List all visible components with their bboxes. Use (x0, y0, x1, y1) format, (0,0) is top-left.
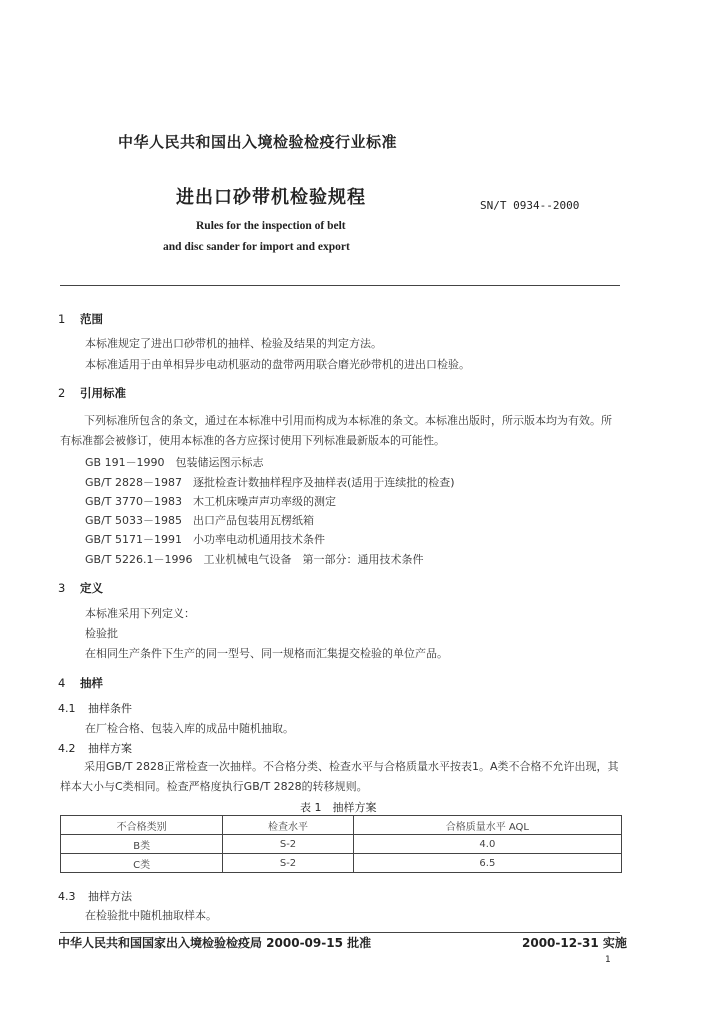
subsection-4-3-heading (58, 888, 132, 904)
subsection-number: 4.3 (58, 890, 76, 903)
section-1-para-1: 本标准规定了进出口砂带机的抽样、检验及结果的判定方法。 (85, 337, 382, 350)
table-cell: 4.0 (353, 835, 621, 854)
reference-item: GB 191－1990 包装储运图示标志 (85, 456, 264, 469)
table-cell: B类 (61, 835, 223, 854)
english-title-line1: Rules for the inspection of belt (196, 220, 346, 232)
approval-statement: 中华人民共和国国家出入境检验检疫局 2000-09-15 批准 (58, 936, 372, 950)
section-number: 4 (58, 676, 66, 690)
subsection-4-2-heading (58, 740, 132, 756)
section-3-heading (58, 580, 103, 596)
page-number: 1 (605, 955, 611, 965)
reference-item: GB/T 2828－1987 逐批检查计数抽样程序及抽样表(适用于连续批的检查) (85, 476, 455, 489)
subsection-4-2-text: 采用GB/T 2828正常检查一次抽样。不合格分类、检查水平与合格质量水平按表1。A类不合格不允许出现，其样本大小与C类相同。检查严格度执行GB/T 2828的转移规则。 (60, 760, 619, 793)
table-header-cell: 不合格类别 (61, 816, 223, 835)
table-row (61, 854, 622, 873)
table-header-row (61, 816, 622, 835)
table-cell: S-2 (223, 835, 353, 854)
standard-code: SN/T 0934--2000 (480, 199, 580, 212)
section-3-para-1: 本标准采用下列定义： (85, 607, 195, 620)
table-header-cell: 检查水平 (223, 816, 353, 835)
table-caption: 表 1 抽样方案 (300, 801, 377, 814)
effective-date: 2000-12-31 实施 (522, 936, 627, 950)
subsection-number: 4.2 (58, 742, 76, 755)
section-2-paragraph: 下列标准所包含的条文，通过在本标准中引用而构成为本标准的条文。本标准出版时，所示版本均为有效。所有标准都会被修订，使用本标准的各方应探讨使用下列标准最新版本的可能性。 (60, 414, 612, 447)
section-4-heading (58, 675, 103, 691)
section-title: 抽样 (80, 676, 103, 690)
section-title: 引用标准 (80, 386, 126, 400)
document-title: 进出口砂带机检验规程 (176, 187, 366, 208)
subsection-4-1-text: 在厂检合格、包装入库的成品中随机抽取。 (85, 722, 294, 735)
footer-divider (60, 932, 620, 933)
table-cell: 6.5 (353, 854, 621, 873)
english-title-line2: and disc sander for import and export (163, 241, 350, 253)
sampling-table (60, 815, 622, 873)
section-2-heading (58, 385, 126, 401)
subsection-4-3-text: 在检验批中随机抽取样本。 (85, 909, 217, 922)
table-header-cell: 合格质量水平 AQL (353, 816, 621, 835)
header-divider (60, 285, 620, 286)
section-1-heading (58, 311, 103, 327)
section-1-para-2: 本标准适用于由单相异步电动机驱动的盘带两用联合磨光砂带机的进出口检验。 (85, 358, 470, 371)
subsection-title: 抽样条件 (88, 702, 132, 715)
subsection-title: 抽样方案 (88, 742, 132, 755)
reference-item: GB/T 3770－1983 木工机床噪声声功率级的测定 (85, 495, 336, 508)
section-number: 2 (58, 386, 66, 400)
section-title: 范围 (80, 312, 103, 326)
section-number: 3 (58, 581, 66, 595)
section-number: 1 (58, 312, 66, 326)
table-cell: S-2 (223, 854, 353, 873)
reference-item: GB/T 5226.1－1996 工业机械电气设备 第一部分：通用技术条件 (85, 553, 424, 566)
reference-item: GB/T 5033－1985 出口产品包装用瓦楞纸箱 (85, 514, 314, 527)
definition-text: 在相同生产条件下生产的同一型号、同一规格而汇集提交检验的单位产品。 (85, 647, 448, 660)
subsection-title: 抽样方法 (88, 890, 132, 903)
reference-item: GB/T 5171－1991 小功率电动机通用技术条件 (85, 533, 325, 546)
subsection-number: 4.1 (58, 702, 76, 715)
definition-term: 检验批 (85, 627, 118, 640)
table-cell: C类 (61, 854, 223, 873)
subsection-4-1-heading (58, 700, 132, 716)
table-row (61, 835, 622, 854)
standard-category: 中华人民共和国出入境检验检疫行业标准 (118, 133, 398, 151)
section-title: 定义 (80, 581, 103, 595)
